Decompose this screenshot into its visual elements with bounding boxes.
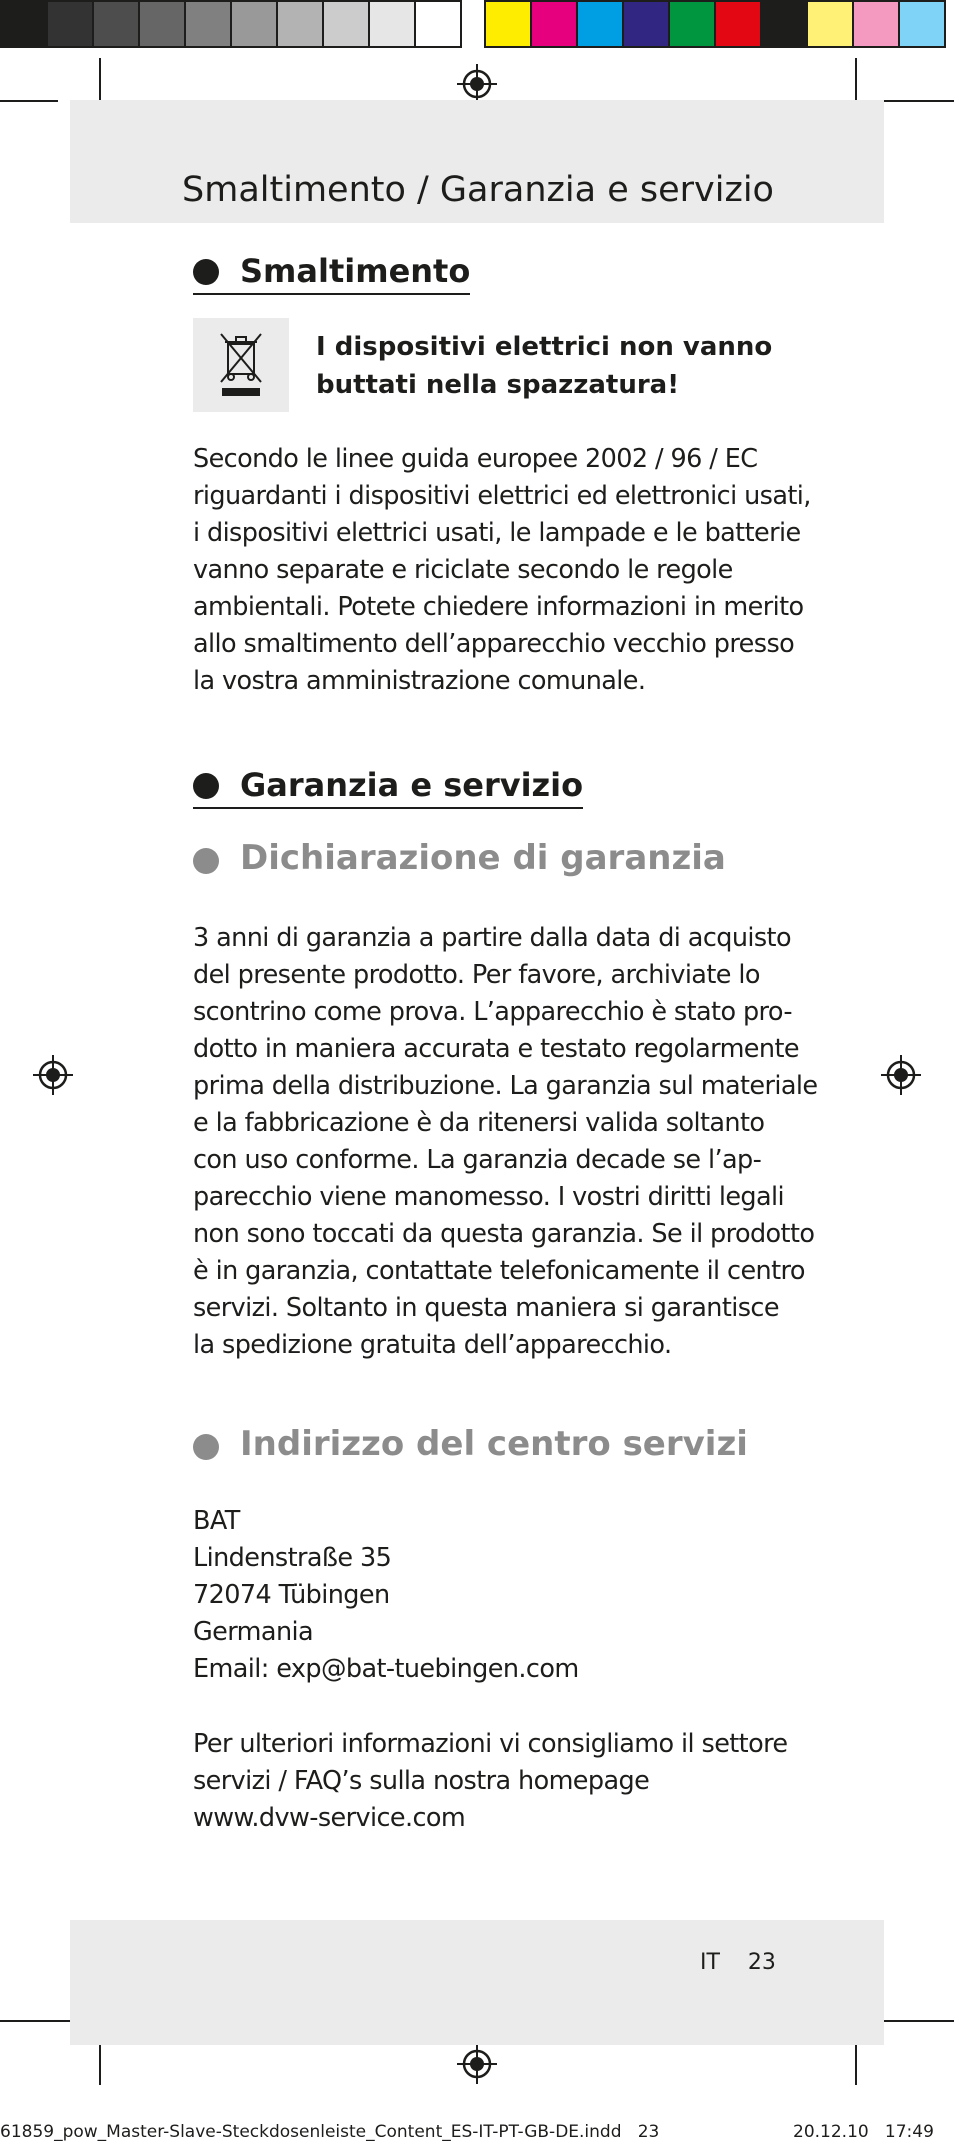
address-line: 72074 Tübingen	[193, 1580, 390, 1610]
file-date: 20.12.10 17:49	[793, 2122, 934, 2142]
crop-mark	[0, 100, 58, 102]
crop-mark	[99, 58, 101, 102]
website-line: www.dvw-service.com	[193, 1803, 466, 1833]
calibration-swatch	[322, 0, 370, 48]
calibration-swatch	[576, 0, 624, 48]
text-line: scontrino come prova. L’apparecchio è stato pro-	[193, 997, 792, 1027]
warranty-heading-text: Garanzia e servizio	[240, 766, 584, 804]
page-number: IT 23	[700, 1950, 776, 1975]
page-title: Smaltimento / Garanzia e servizio	[182, 170, 774, 210]
text-line: è in garanzia, contattate telefonicamente il centro	[193, 1256, 805, 1286]
text-line: dotto in maniera accurata e testato regolarmente	[193, 1034, 799, 1064]
registration-mark-icon	[33, 1055, 73, 1095]
text-line: i dispositivi elettrici usati, le lampade e le batterie	[193, 518, 801, 548]
text-line: non sono toccati da questa garanzia. Se il prodotto	[193, 1219, 815, 1249]
file-slug: 61859_pow_Master-Slave-Steckdosenleiste_Content_ES-IT-PT-GB-DE.indd 23	[0, 2122, 660, 2142]
registration-mark-icon	[881, 1055, 921, 1095]
registration-mark-icon	[457, 2044, 497, 2084]
calibration-swatch	[414, 0, 462, 48]
text-line: Per ulteriori informazioni vi consigliamo il settore	[193, 1729, 788, 1759]
crop-mark	[0, 2020, 78, 2022]
calibration-swatch	[138, 0, 186, 48]
disposal-heading-text: Smaltimento	[240, 252, 471, 290]
service-center-heading: Indirizzo del centro servizi	[240, 1424, 748, 1464]
crop-mark	[878, 100, 954, 102]
text-line: servizi. Soltanto in questa maniera si garantisce	[193, 1293, 779, 1323]
calibration-swatch	[484, 0, 532, 48]
text-line: 3 anni di garanzia a partire dalla data di acquisto	[193, 923, 791, 953]
calibration-swatch	[46, 0, 94, 48]
registration-mark-icon	[457, 64, 497, 104]
address-line: BAT	[193, 1506, 240, 1536]
text-line: la vostra amministrazione comunale.	[193, 666, 646, 696]
text-line: e la fabbricazione è da ritenersi valida soltanto	[193, 1108, 765, 1138]
calibration-swatch	[714, 0, 762, 48]
subheading-bullet	[193, 848, 219, 874]
text-line: con uso conforme. La garanzia decade se l’ap-	[193, 1145, 762, 1175]
crop-mark	[855, 58, 857, 102]
calibration-swatch	[852, 0, 900, 48]
calibration-swatch	[530, 0, 578, 48]
service-center-address	[193, 1503, 773, 1688]
text-line: prima della distribuzione. La garanzia sul materiale	[193, 1071, 818, 1101]
warranty-declaration-body	[193, 920, 818, 1364]
service-center-info	[193, 1726, 788, 1837]
crop-mark	[876, 2020, 954, 2022]
warranty-declaration-heading: Dichiarazione di garanzia	[240, 838, 726, 878]
grayscale-calibration-bar	[0, 0, 460, 48]
color-calibration-bar	[484, 0, 944, 48]
text-line: allo smaltimento dell’apparecchio vecchio presso	[193, 629, 795, 659]
weee-symbol	[193, 318, 289, 412]
text-line: parecchio viene manomesso. I vostri diritti legali	[193, 1182, 784, 1212]
crossed-bin-icon	[193, 318, 289, 412]
disposal-warning	[316, 328, 776, 404]
text-line: riguardanti i dispositivi elettrici ed elettronici usati,	[193, 481, 811, 511]
calibration-swatch	[760, 0, 808, 48]
warranty-heading	[193, 766, 583, 809]
text-line: servizi / FAQ’s sulla nostra homepage	[193, 1766, 650, 1796]
disposal-heading	[193, 252, 470, 295]
calibration-swatch	[668, 0, 716, 48]
calibration-swatch	[622, 0, 670, 48]
text-line: la spedizione gratuita dell’apparecchio.	[193, 1330, 672, 1360]
warning-line: I dispositivi elettrici non vanno	[316, 332, 773, 362]
calibration-swatch	[276, 0, 324, 48]
disposal-body	[193, 441, 811, 700]
text-line: ambientali. Potete chiedere informazioni in merito	[193, 592, 804, 622]
calibration-swatch	[184, 0, 232, 48]
calibration-swatch	[230, 0, 278, 48]
crop-mark	[99, 2040, 101, 2085]
calibration-swatch	[806, 0, 854, 48]
address-line: Germania	[193, 1617, 314, 1647]
text-line: Secondo le linee guida europee 2002 / 96 / EC	[193, 444, 758, 474]
text-line: vanno separate e riciclate secondo le regole	[193, 555, 733, 585]
calibration-swatch	[898, 0, 946, 48]
calibration-swatch	[0, 0, 48, 48]
address-line: Lindenstraße 35	[193, 1543, 392, 1573]
footer-panel	[70, 1920, 884, 2045]
warning-line: buttati nella spazzatura!	[316, 370, 680, 400]
calibration-swatch	[368, 0, 416, 48]
calibration-swatch	[92, 0, 140, 48]
text-line: del presente prodotto. Per favore, archiviate lo	[193, 960, 760, 990]
subheading-bullet	[193, 1434, 219, 1460]
email-line: Email: exp@bat-tuebingen.com	[193, 1654, 579, 1684]
crop-mark	[855, 2040, 857, 2085]
